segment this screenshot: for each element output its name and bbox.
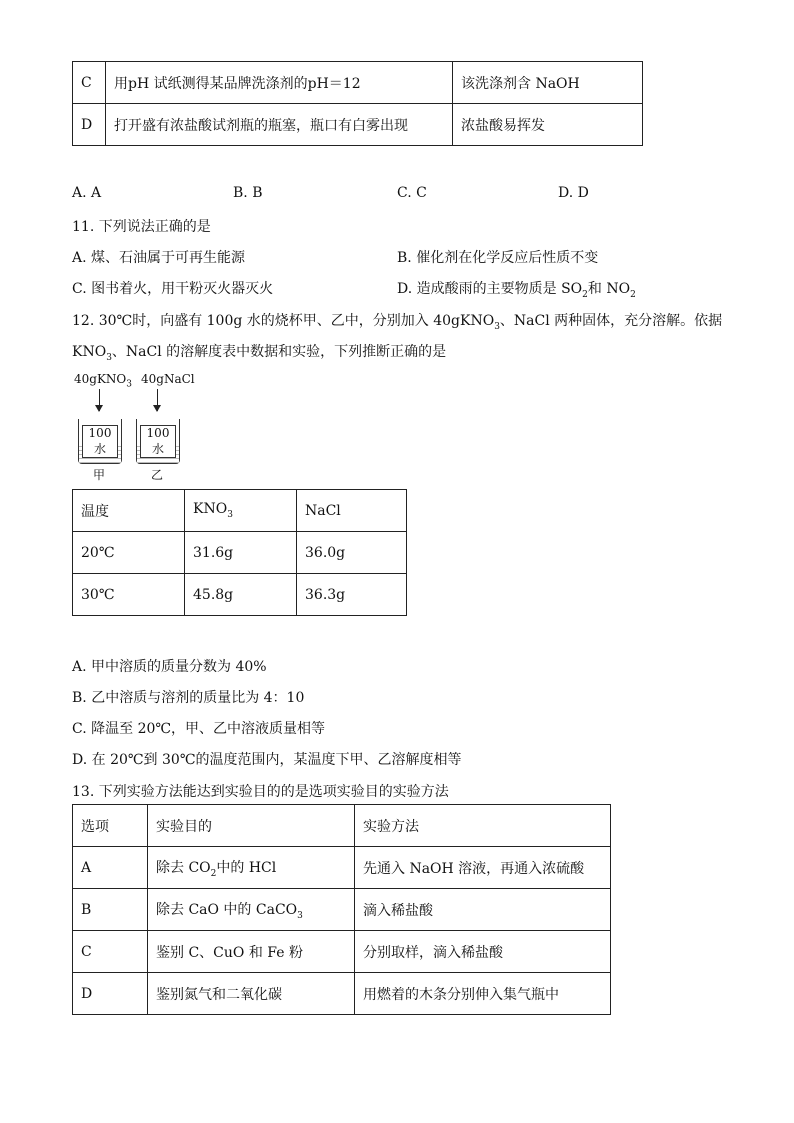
option-b[interactable]: B. 乙中溶质与溶剂的质量比为 4：10 [72,690,305,706]
subscript: 2 [582,289,588,300]
option-d[interactable]: D. D [558,185,589,201]
down-arrow-icon [157,389,158,411]
table-row [73,532,407,574]
table-cell: 分别取样，滴入稀盐酸 [355,931,611,973]
header-cell: 实验目的 [148,805,355,847]
option-a[interactable]: A. 煤、石油属于可再生能源 [72,250,246,266]
option-key: C [73,62,106,104]
table-cell: 36.3g [297,574,407,616]
question-13-stem: 13. 下列实验方法能达到实验目的的是选项实验目的实验方法 [72,784,449,800]
question-10-table [72,61,643,146]
beaker-jia [78,419,122,464]
table-row [73,62,643,104]
option-d[interactable]: D. 在 20℃到 30℃的温度范围内，某温度下甲、乙溶解度相等 [72,752,462,768]
beaker-name-yi: 乙 [151,468,164,482]
table-row [73,104,643,146]
table-cell: 30℃ [73,574,185,616]
table-cell: 36.0g [297,532,407,574]
table-row [73,973,611,1015]
subscript: 3 [126,379,132,390]
option-a[interactable]: A. 甲中溶质的质量分数为 40% [72,659,267,675]
question-12-stem-2 [72,341,446,363]
stem-text: 、NaCl 两种固体，充分溶解。依据 [499,313,723,329]
header-cell: 选项 [73,805,148,847]
beaker-label: 100水 [82,425,118,458]
table-header-row [73,490,407,532]
table-cell: D [73,973,148,1015]
table-row [73,889,611,931]
goal-text: 除去 CaO 中的 CaCO [156,901,298,918]
option-d-text: 和 NO [587,281,631,297]
subscript: 3 [297,910,303,921]
table-row [73,931,611,973]
subscript: 3 [227,509,233,520]
goal-text: 除去 CO [156,859,211,876]
solubility-table [72,489,407,616]
option-a[interactable]: A. A [72,185,102,201]
label-text: 40gKNO [74,372,127,386]
table-cell [148,847,355,889]
header-cell [185,490,297,532]
stem-text: 12. 30℃时，向盛有 100g 水的烧杯甲、乙中，分别加入 40gKNO [72,313,495,329]
table-cell: B [73,889,148,931]
subscript: 3 [106,352,112,363]
option-c[interactable]: C. 图书着火，用干粉灭火器灭火 [72,281,274,297]
conclusion-text: 浓盐酸易挥发 [453,104,643,146]
header-cell: NaCl [297,490,407,532]
table-cell: 鉴别氮气和二氧化碳 [148,973,355,1015]
table-header-row [73,805,611,847]
stem-text: KNO [72,344,107,360]
table-cell: 先通入 NaOH 溶液，再通入浓硫酸 [355,847,611,889]
left-addition-label [74,372,132,389]
subscript: 3 [494,321,500,332]
option-c[interactable]: C. C [397,185,427,201]
table-cell: 31.6g [185,532,297,574]
beaker-label: 100水 [140,425,176,458]
table-cell: 鉴别 C、CuO 和 Fe 粉 [148,931,355,973]
option-key: D [73,104,106,146]
option-c[interactable]: C. 降温至 20℃，甲、乙中溶液质量相等 [72,721,326,737]
option-d[interactable] [397,278,636,300]
right-addition-label: 40gNaCl [141,372,195,386]
option-d-text: D. 造成酸雨的主要物质是 SO [397,281,583,297]
subscript: 2 [210,868,217,879]
experiment-text: 用pH 试纸测得某品牌洗涤剂的pH＝12 [106,62,453,104]
header-text: KNO [193,501,228,518]
stem-text: 、NaCl 的溶解度表中数据和实验，下列推断正确的是 [111,344,447,360]
conclusion-text: 该洗涤剂含 NaOH [453,62,643,104]
table-row [73,574,407,616]
option-b[interactable]: B. B [233,185,263,201]
question-12-stem [72,310,722,332]
subscript: 2 [630,289,636,300]
table-cell: 20℃ [73,532,185,574]
header-cell: 实验方法 [355,805,611,847]
question-11-stem: 11. 下列说法正确的是 [72,219,211,235]
beaker-name-jia: 甲 [93,468,106,482]
option-b[interactable]: B. 催化剂在化学反应后性质不变 [397,250,599,266]
table-row [73,847,611,889]
goal-text: 中的 HCl [216,859,277,876]
table-cell: A [73,847,148,889]
question-13-table [72,804,611,1015]
experiment-text: 打开盛有浓盐酸试剂瓶的瓶塞，瓶口有白雾出现 [106,104,453,146]
table-cell: 45.8g [185,574,297,616]
beaker-yi [136,419,180,464]
table-cell: C [73,931,148,973]
table-cell: 用燃着的木条分别伸入集气瓶中 [355,973,611,1015]
down-arrow-icon [99,389,100,411]
table-cell [148,889,355,931]
table-cell: 滴入稀盐酸 [355,889,611,931]
header-cell: 温度 [73,490,185,532]
